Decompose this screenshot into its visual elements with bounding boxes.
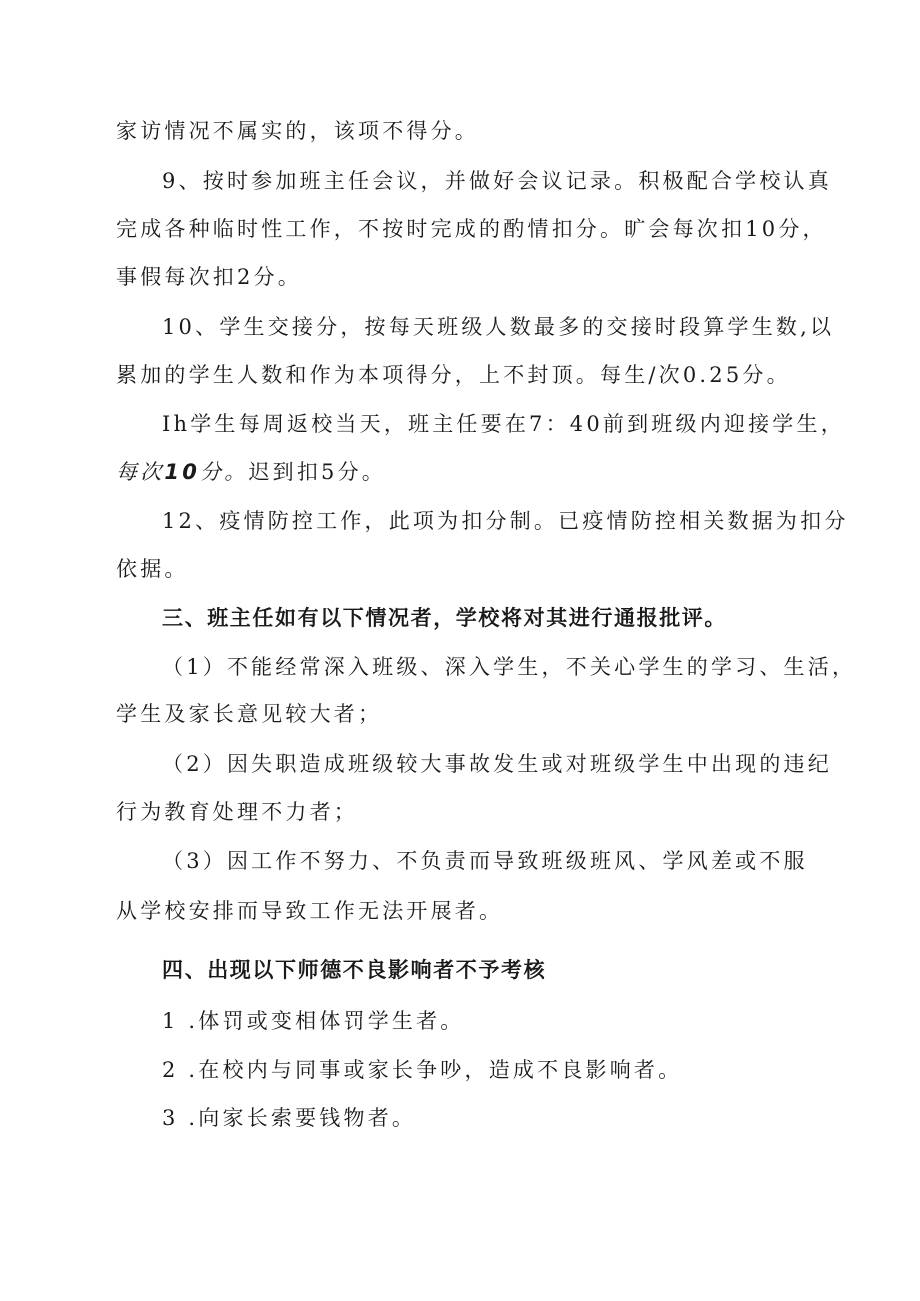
section-heading: 三、班主任如有以下情况者，学校将对其进行通报批评。 — [162, 606, 727, 630]
italic-prefix: 每次 — [116, 460, 165, 484]
list-item: 3 .向家长索要钱物者。 — [162, 1106, 417, 1130]
text-line: （1）不能经常深入班级、深入学生，不关心学生的学习、生活， — [162, 655, 857, 679]
list-item: 1 .体罚或变相体罚学生者。 — [162, 1009, 465, 1033]
text-line: 事假每次扣2分。 — [116, 265, 302, 289]
text-line: 从学校安排而导致工作无法开展者。 — [116, 899, 504, 923]
text-span: 迟到扣5分。 — [248, 460, 386, 484]
list-item: 2 .在校内与同事或家长争吵，造成不良影响者。 — [162, 1058, 683, 1082]
text-line: 10、学生交接分，按每天班级人数最多的交接时段算学生数,以 — [162, 315, 835, 339]
text-line: 学生及家长意见较大者； — [116, 702, 383, 726]
text-line-mixed — [116, 457, 386, 487]
text-line: 家访情况不属实的，该项不得分。 — [116, 119, 479, 143]
italic-number: 10 — [164, 460, 201, 484]
text-line: （3）因工作不努力、不负责而导致班级班风、学风差或不服 — [162, 849, 808, 873]
italic-text — [116, 460, 248, 484]
text-line: 9、按时参加班主任会议，并做好会议记录。积极配合学校认真 — [162, 169, 832, 193]
text-line: 累加的学生人数和作为本项得分，上不封顶。每生/次0.25分。 — [116, 363, 791, 387]
section-heading: 四、出现以下师德不良影响者不予考核 — [162, 958, 547, 982]
text-line: （2）因失职造成班级较大事故发生或对班级学生中出现的违纪 — [162, 752, 832, 776]
text-line: 行为教育处理不力者； — [116, 800, 358, 824]
text-line: 依据。 — [116, 557, 189, 581]
text-line: 12、疫情防控工作，此项为扣分制。已疫情防控相关数据为扣分 — [162, 509, 849, 533]
text-line: Ih学生每周返校当天，班主任要在7：40前到班级内迎接学生， — [162, 412, 845, 436]
italic-suffix: 分。 — [200, 460, 249, 484]
text-line: 完成各种临时性工作，不按时完成的酌情扣分。旷会每次扣10分， — [116, 217, 827, 241]
